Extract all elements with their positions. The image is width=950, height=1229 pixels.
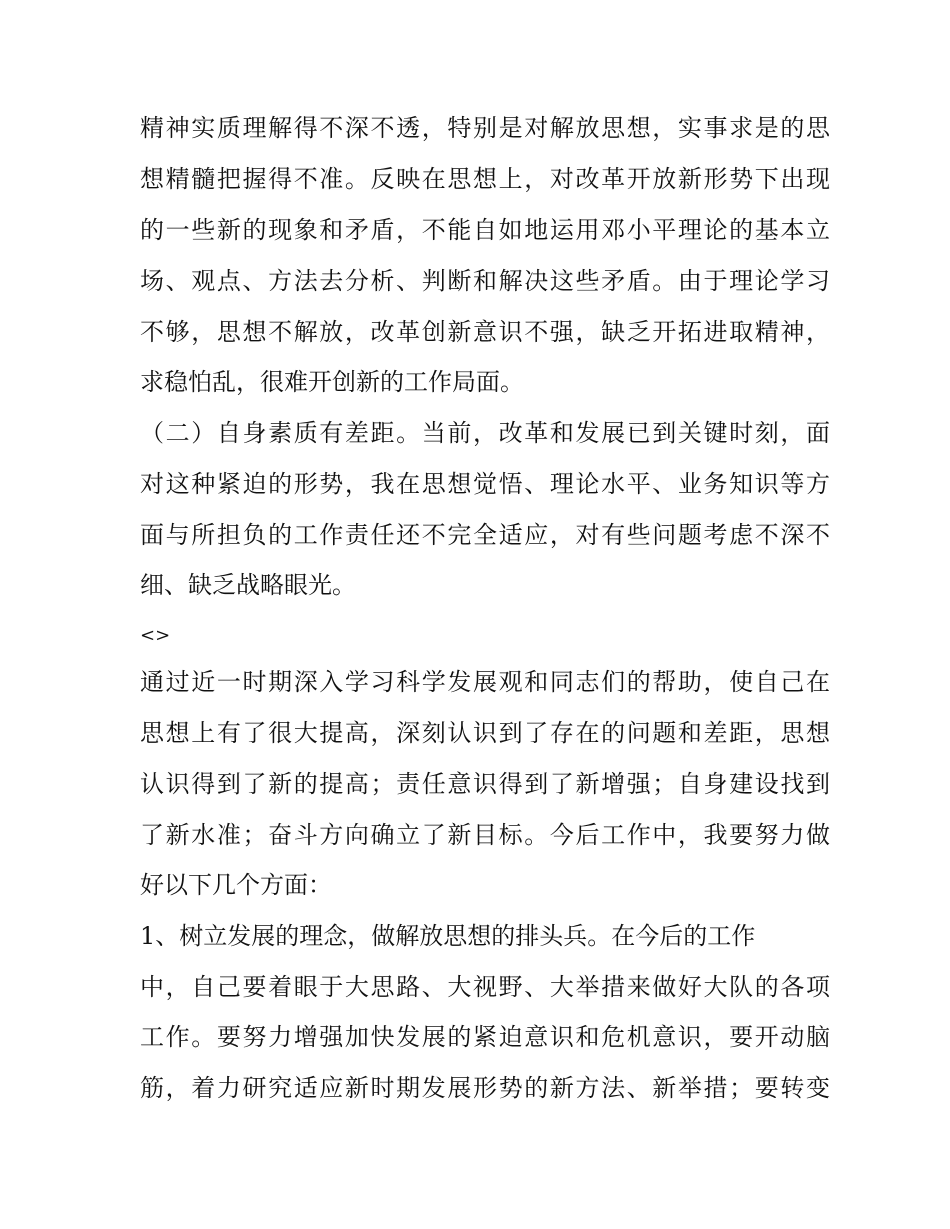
paragraph-line: 了新水准；奋斗方向确立了新目标。今后工作中，我要努力做	[140, 821, 830, 849]
paragraph-line: 对这种紧迫的形势，我在思想觉悟、理论水平、业务知识等方	[140, 470, 830, 498]
section-heading-line: （二）自身素质有差距。当前，改革和发展已到关键时刻，面	[140, 419, 830, 447]
paragraph-line: 筋，着力研究适应新时期发展形势的新方法、新举措；要转变	[140, 1074, 830, 1102]
paragraph-line: 求稳怕乱，很难开创新的工作局面。	[140, 368, 524, 396]
list-item-line: 1、树立发展的理念，做解放思想的排头兵。在今后的工作	[140, 922, 756, 950]
paragraph-line: 想精髓把握得不准。反映在思想上，对改革开放新形势下出现	[140, 165, 830, 193]
paragraph-line: 中，自己要着眼于大思路、大视野、大举措来做好大队的各项	[140, 973, 830, 1001]
paragraph-line: 细、缺乏战略眼光。	[140, 571, 356, 599]
paragraph-line: 好以下几个方面：	[140, 871, 332, 899]
paragraph-line: 思想上有了很大提高，深刻认识到了存在的问题和差距，思想	[140, 719, 830, 747]
paragraph-line: 的一些新的现象和矛盾，不能自如地运用邓小平理论的基本立	[140, 216, 830, 244]
paragraph-line: 认识得到了新的提高；责任意识得到了新增强；自身建设找到	[140, 770, 830, 798]
paragraph-line: 通过近一时期深入学习科学发展观和同志们的帮助，使自己在	[140, 668, 830, 696]
section-marker: <>	[140, 625, 171, 646]
paragraph-line: 面与所担负的工作责任还不完全适应，对有些问题考虑不深不	[140, 521, 830, 549]
paragraph-line: 精神实质理解得不深不透，特别是对解放思想，实事求是的思	[140, 114, 830, 142]
paragraph-line: 场、观点、方法去分析、判断和解决这些矛盾。由于理论学习	[140, 267, 830, 295]
paragraph-line: 不够，思想不解放，改革创新意识不强，缺乏开拓进取精神，	[140, 318, 830, 346]
paragraph-line: 工作。要努力增强加快发展的紧迫意识和危机意识，要开动脑	[140, 1023, 830, 1051]
